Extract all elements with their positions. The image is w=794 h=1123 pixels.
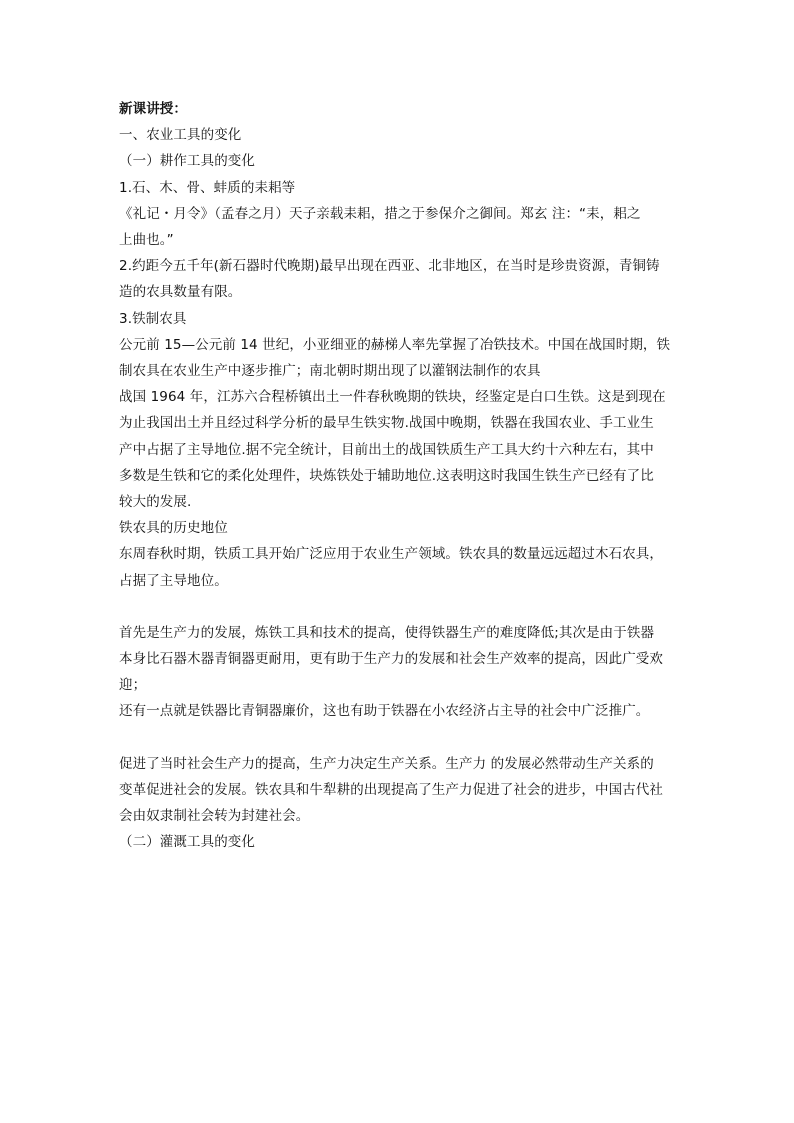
reason-line: 还有一点就是铁器比青铜器廉价，这也有助于铁器在小农经济占主导的社会中广泛推广。 [119, 703, 650, 720]
item-bronze-tools-line: 造的农具数量有限。 [119, 284, 242, 301]
history-line: 占据了主导地位。 [119, 572, 228, 589]
quote-line: 《礼记・月令》（孟春之月）天子亲载耒耜，措之于参保介之御间。郑玄 注：“耒，耜之 [119, 205, 641, 222]
blank-line [119, 594, 679, 620]
reason-line: 本身比石器木器青铜器更耐用，更有助于生产力的发展和社会生产效率的提高，因此广受欢 [119, 651, 663, 668]
subheading-tillage-tools: （一）耕作工具的变化 [119, 153, 255, 170]
blank-line [119, 725, 679, 751]
subheading-irrigation-tools: （二）灌溉工具的变化 [119, 834, 255, 851]
iron-paragraph-line: 制农具在农业生产中逐步推广；南北朝时期出现了以灌钢法制作的农具 [119, 363, 541, 380]
effect-line: 变革促进社会的发展。铁农具和牛犁耕的出现提高了生产力促进了社会的进步，中国古代社 [119, 781, 663, 798]
heading-agricultural-tools: 一、农业工具的变化 [119, 127, 242, 144]
section-label: 新课讲授： [119, 101, 187, 117]
reason-line: 迎； [119, 677, 147, 694]
iron-paragraph-line: 公元前 15—公元前 14 世纪，小亚细亚的赫梯人率先掌握了冶铁技术。中国在战国时期，铁 [119, 336, 671, 353]
warring-states-line: 较大的发展. [119, 494, 192, 511]
warring-states-line: 战国 1964 年，江苏六合程桥镇出土一件春秋晚期的铁块，经鉴定是白口生铁。这是到现在 [119, 389, 666, 406]
history-line: 东周春秋时期，铁质工具开始广泛应用于农业生产领域。铁农具的数量远远超过木石农具， [119, 546, 663, 563]
warring-states-line: 产中占据了主导地位.据不完全统计，目前出土的战国铁质生产工具大约十六种左右，其中 [119, 441, 654, 458]
warring-states-line: 为止我国出土并且经过科学分析的最早生铁实物.战国中晚期，铁器在我国农业、手工业生 [119, 415, 654, 432]
effect-line: 促进了当时社会生产力的提高，生产力决定生产关系。生产力 的发展必然带动生产关系的 [119, 755, 654, 772]
document-body [119, 96, 679, 855]
warring-states-line: 多数是生铁和它的柔化处理件，块炼铁处于辅助地位.这表明这时我国生铁生产已经有了比 [119, 467, 654, 484]
item-bronze-tools-line: 2.约距今五千年(新石器时代晚期)最早出现在西亚、北非地区，在当时是珍贵资源，青铜铸 [119, 258, 660, 275]
history-title: 铁农具的历史地位 [119, 520, 228, 537]
item-stone-wood-tools: 1.石、木、骨、蚌质的耒耜等 [119, 179, 296, 196]
effect-line: 会由奴隶制社会转为封建社会。 [119, 808, 310, 825]
reason-line: 首先是生产力的发展，炼铁工具和技术的提高，使得铁器生产的难度降低;其次是由于铁器 [119, 624, 655, 641]
item-iron-tools: 3.铁制农具 [119, 310, 187, 327]
quote-line: 上曲也。” [119, 232, 174, 249]
